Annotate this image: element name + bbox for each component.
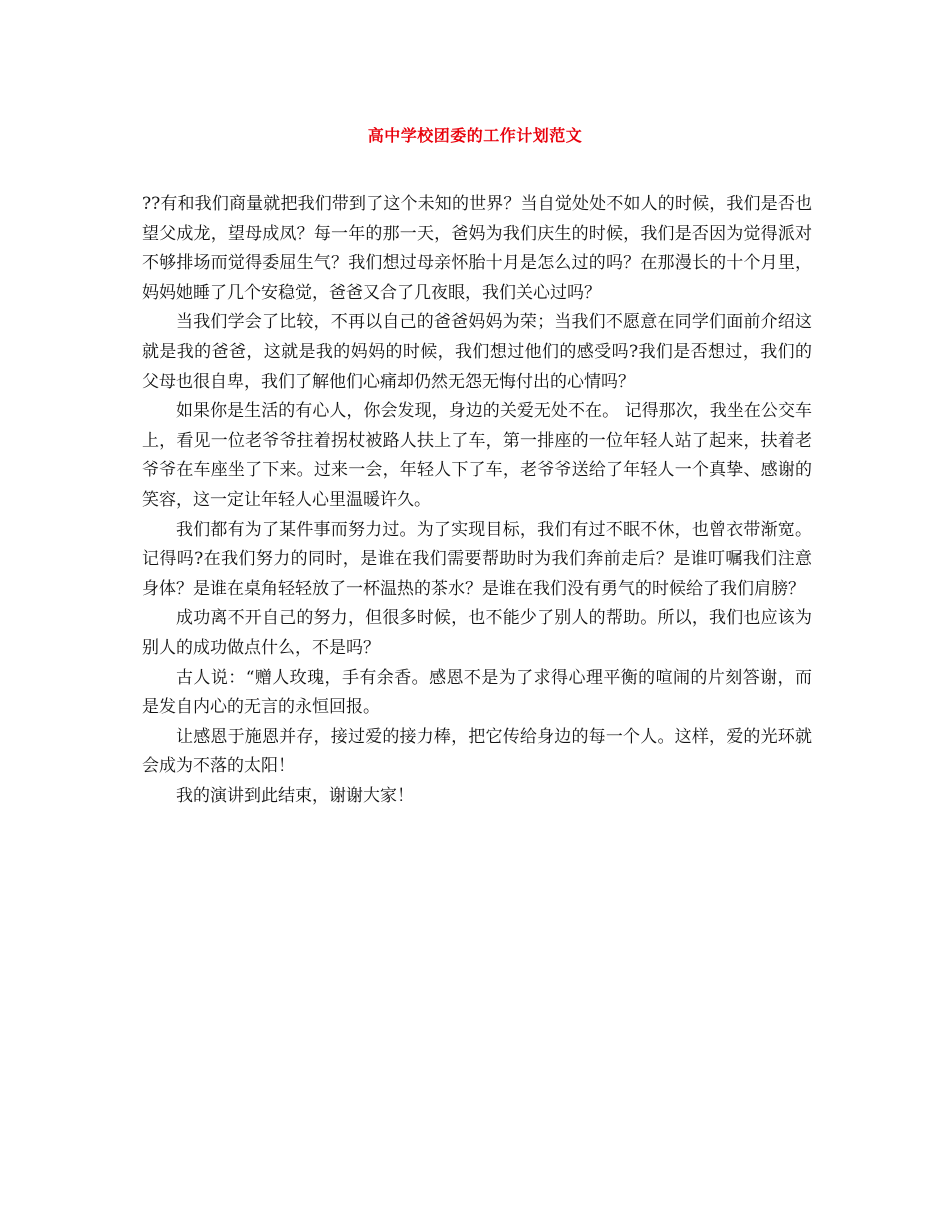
paragraph-8: 我的演讲到此结束，谢谢大家！ [176, 785, 414, 806]
document-body [142, 190, 812, 811]
paragraph-1: ??有和我们商量就把我们带到了这个未知的世界？当自觉处处不如人的时候，我们是否也望父成龙，望母成凤？每一年的那一天，爸妈为我们庆生的时候，我们是否因为觉得派对不够排场而觉得委屈生气？我们想过母亲怀胎十月是怎么过的吗？在那漫长的十个月里，妈妈她睡了几个安稳觉，爸爸又合了几夜眼，我们关心过吗？ [142, 194, 812, 303]
paragraph-7: 让感恩于施恩并存，接过爱的接力棒，把它传给身边的每一个人。这样，爱的光环就会成为不落的太阳！ [142, 726, 812, 777]
paragraph-3: 如果你是生活的有心人，你会发现，身边的关爱无处不在。 记得那次，我坐在公交车上，看见一位老爷爷拄着拐杖被路人扶上了车，第一排座的一位年轻人站了起来，扶着老爷爷在车座坐了下来。过来一会，年轻人下了车，老爷爷送给了年轻人一个真挚、感谢的笑容，这一定让年轻人心里温暖许久。 [142, 401, 812, 510]
document-title: 高中学校团委的工作计划范文 [367, 126, 583, 145]
paragraph-4: 我们都有为了某件事而努力过。为了实现目标，我们有过不眠不休，也曾衣带渐宽。记得吗?在我们努力的同时，是谁在我们需要帮助时为我们奔前走后？是谁叮嘱我们注意身体？是谁在桌角轻轻放了一杯温热的茶水？是谁在我们没有勇气的时候给了我们肩膀？ [142, 519, 812, 599]
paragraph-6: 古人说：“赠人玫瑰，手有余香。感恩不是为了求得心理平衡的喧闹的片刻答谢，而是发自内心的无言的永恒回报。 [142, 667, 812, 718]
paragraph-2: 当我们学会了比较，不再以自己的爸爸妈妈为荣；当我们不愿意在同学们面前介绍这就是我的爸爸，这就是我的妈妈的时候，我们想过他们的感受吗?我们是否想过，我们的父母也很自卑，我们了解他们心痛却仍然无怨无悔付出的心情吗？ [142, 312, 812, 392]
paragraph-5: 成功离不开自己的努力，但很多时候，也不能少了别人的帮助。所以，我们也应该为别人的成功做点什么，不是吗？ [142, 608, 812, 658]
